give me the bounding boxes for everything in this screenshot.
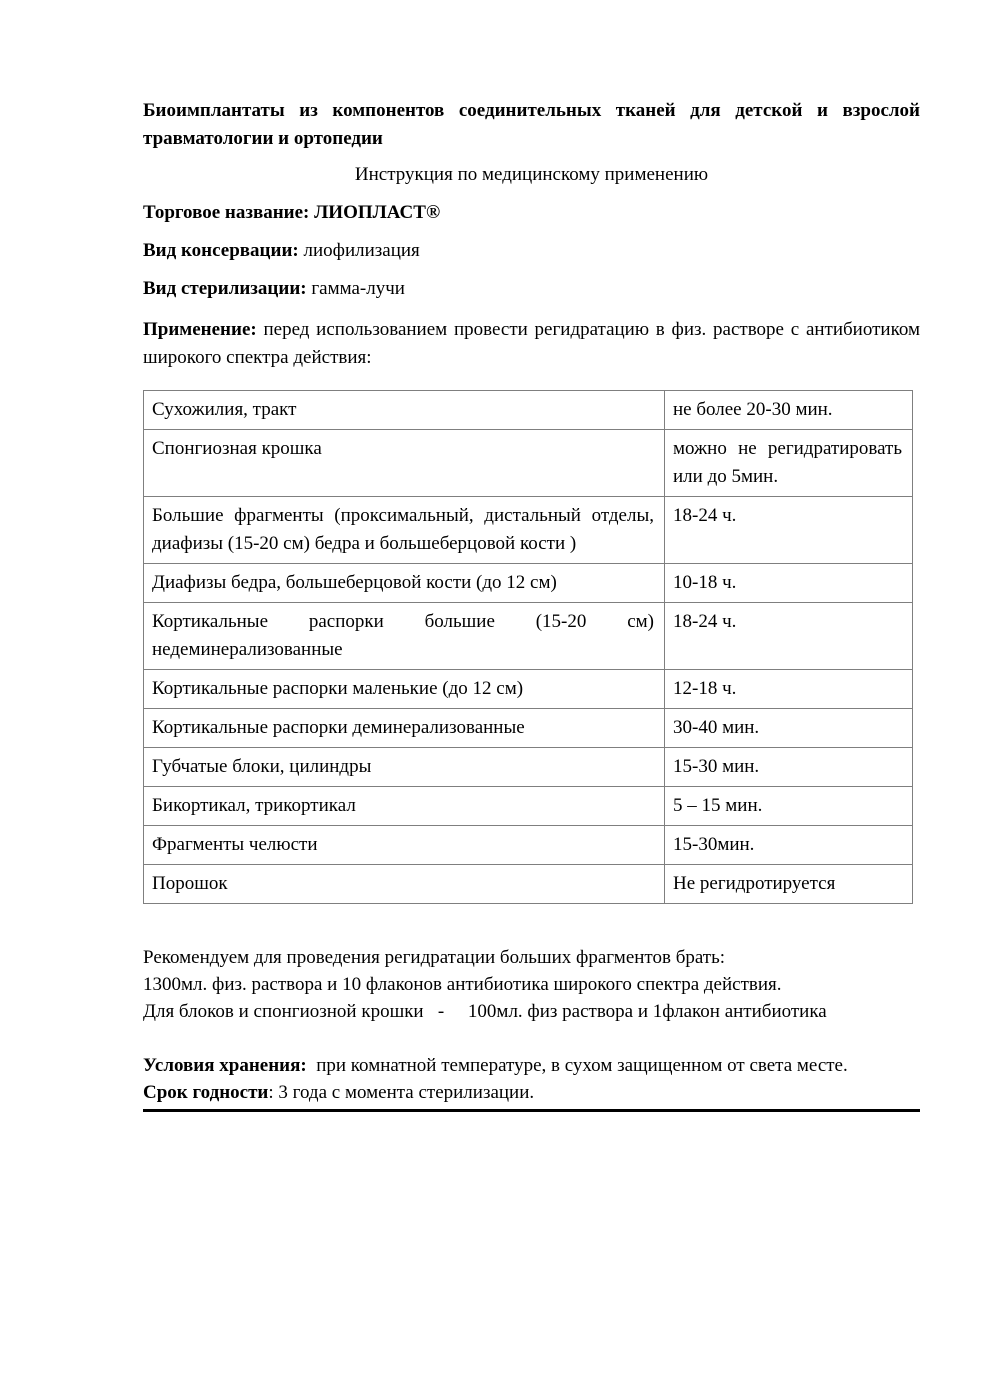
field-sterilization <box>143 278 920 300</box>
time-cell: 5 – 15 мин. <box>665 787 913 826</box>
table-row <box>144 787 913 826</box>
trade-name-label: Торговое название: ЛИОПЛАСТ® <box>143 202 441 223</box>
shelf-life-value: : 3 года с момента стерилизации. <box>268 1082 535 1103</box>
item-cell: Бикортикал, трикортикал <box>144 787 665 826</box>
storage-block <box>143 1052 920 1112</box>
field-application <box>143 316 920 372</box>
table-row <box>144 709 913 748</box>
table-row <box>144 391 913 430</box>
recommendation-line-1: Рекомендуем для проведения регидратации больших фрагментов брать: <box>143 947 726 968</box>
recommendation-paragraph <box>143 944 920 1025</box>
rehydration-table <box>143 390 913 904</box>
sterilization-label: Вид стерилизации: <box>143 278 307 299</box>
document-title: Биоимплантаты из компонентов соединительных тканей для детской и взрослой травматологии и ортопедии <box>143 100 920 149</box>
time-cell: 10-18 ч. <box>665 564 913 603</box>
storage-conditions-line <box>143 1052 920 1079</box>
time-cell: 18-24 ч. <box>665 497 913 564</box>
table-row <box>144 748 913 787</box>
item-cell: Кортикальные распорки большие (15-20 см) недеминерализованные <box>144 603 665 670</box>
time-cell: можно не регидратировать или до 5мин. <box>665 430 913 497</box>
recommendation-line-3: Для блоков и спонгиозной крошки - 100мл. физ раствора и 1флакон антибиотика <box>143 1001 827 1022</box>
shelf-life-line <box>143 1079 920 1106</box>
time-cell: не более 20-30 мин. <box>665 391 913 430</box>
item-cell: Спонгиозная крошка <box>144 430 665 497</box>
item-cell: Кортикальные распорки маленькие (до 12 см) <box>144 670 665 709</box>
item-cell: Диафизы бедра, большеберцовой кости (до 12 см) <box>144 564 665 603</box>
shelf-life-label: Срок годности <box>143 1082 269 1103</box>
field-preservation <box>143 240 920 262</box>
document-subtitle: Инструкция по медицинскому применению <box>354 164 709 185</box>
time-cell: Не регидротируется <box>665 865 913 904</box>
application-value: перед использованием провести регидратацию в физ. растворе с антибиотиком широкого спектра действия: <box>143 319 920 368</box>
table-row <box>144 564 913 603</box>
storage-conditions-value: при комнатной температуре, в сухом защищенном от света месте. <box>306 1055 848 1076</box>
item-cell: Порошок <box>144 865 665 904</box>
item-cell: Большие фрагменты (проксимальный, дистальный отделы, диафизы (15-20 см) бедра и большеберцовой кости ) <box>144 497 665 564</box>
sterilization-value: гамма-лучи <box>306 278 405 299</box>
table-row <box>144 826 913 865</box>
preservation-value: лиофилизация <box>298 240 420 261</box>
item-cell: Кортикальные распорки деминерализованные <box>144 709 665 748</box>
preservation-label: Вид консервации: <box>143 240 299 261</box>
table-row <box>144 430 913 497</box>
application-label: Применение: <box>143 319 257 340</box>
time-cell: 30-40 мин. <box>665 709 913 748</box>
table-row <box>144 603 913 670</box>
storage-conditions-label: Условия хранения: <box>143 1055 307 1076</box>
time-cell: 12-18 ч. <box>665 670 913 709</box>
table-row <box>144 865 913 904</box>
time-cell: 15-30мин. <box>665 826 913 865</box>
item-cell: Губчатые блоки, цилиндры <box>144 748 665 787</box>
table-row <box>144 497 913 564</box>
item-cell: Фрагменты челюсти <box>144 826 665 865</box>
item-cell: Сухожилия, тракт <box>144 391 665 430</box>
table-row <box>144 670 913 709</box>
field-trade-name <box>143 202 920 224</box>
time-cell: 15-30 мин. <box>665 748 913 787</box>
rehydration-table-body <box>144 391 913 904</box>
recommendation-line-2: 1300мл. физ. раствора и 10 флаконов антибиотика широкого спектра действия. <box>143 974 782 995</box>
time-cell: 18-24 ч. <box>665 603 913 670</box>
